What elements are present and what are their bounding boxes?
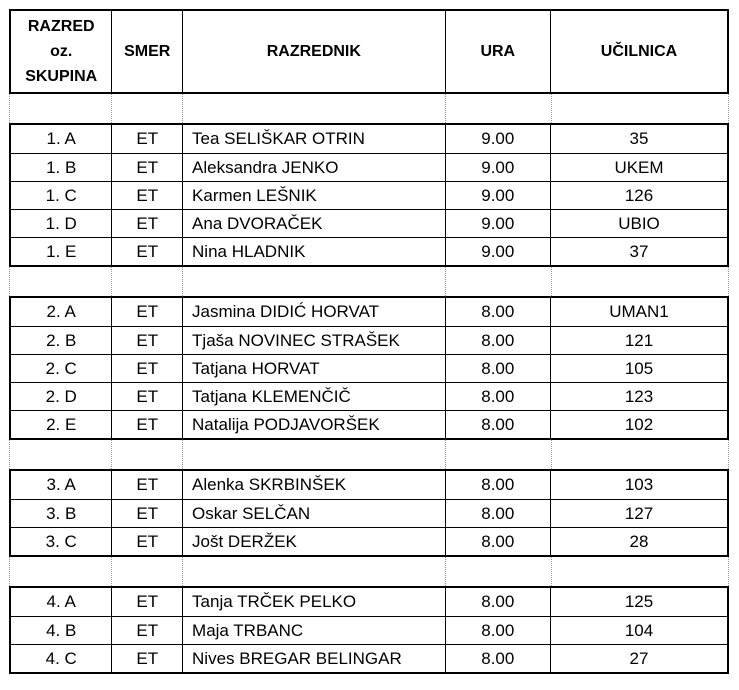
- spacer-cell: [182, 440, 445, 469]
- class-teacher-table: [9, 9, 729, 674]
- razrednik-cell: Tea SELIŠKAR OTRIN: [182, 125, 445, 153]
- ucilnica-cell: 27: [550, 645, 727, 672]
- ura-cell: 9.00: [445, 125, 550, 153]
- razred-cell: 4. B: [46, 620, 77, 640]
- razred-cell: 2. A: [46, 302, 76, 321]
- ura-cell: 8.00: [445, 383, 550, 410]
- razred-cell: 3. C: [45, 531, 77, 551]
- spacer-cell: [111, 94, 182, 123]
- razrednik-cell: Aleksandra JENKO: [182, 154, 445, 181]
- razrednik-cell: Natalija PODJAVORŠEK: [182, 411, 445, 438]
- ura-cell: 8.00: [445, 617, 550, 644]
- table-row: [11, 644, 727, 672]
- smer-cell: ET: [111, 500, 182, 527]
- razrednik-cell: Tatjana HORVAT: [182, 355, 445, 382]
- spacer-cell: [445, 557, 551, 586]
- spacer-cell: [10, 94, 111, 123]
- smer-cell: ET: [111, 298, 182, 326]
- header-razred-line3: SKUPINA: [25, 68, 98, 85]
- ura-cell: 8.00: [445, 645, 550, 672]
- ucilnica-cell: 127: [550, 500, 727, 527]
- ura-cell: 8.00: [445, 411, 550, 438]
- ura-cell: 8.00: [445, 588, 550, 616]
- table-row: [11, 298, 727, 326]
- table-row: [11, 125, 727, 153]
- ura-cell: 8.00: [445, 528, 550, 555]
- spacer-cell: [445, 94, 551, 123]
- razred-cell: 1. B: [46, 157, 77, 177]
- ura-cell: 8.00: [445, 471, 550, 499]
- header-ura: URA: [445, 11, 550, 92]
- smer-cell: ET: [111, 355, 182, 382]
- smer-cell: ET: [111, 645, 182, 672]
- header-razred-line1: RAZRED: [27, 18, 95, 35]
- ura-cell: 9.00: [445, 154, 550, 181]
- spacer-cell: [111, 557, 182, 586]
- table-row: [11, 588, 727, 616]
- table-row: [11, 181, 727, 209]
- smer-cell: ET: [111, 528, 182, 555]
- razred-cell: 3. B: [46, 503, 77, 523]
- spacer-cell: [551, 440, 729, 469]
- ura-cell: 9.00: [445, 238, 550, 265]
- razred-cell: 1. A: [46, 129, 76, 148]
- ucilnica-cell: 125: [550, 588, 727, 616]
- ucilnica-cell: 102: [550, 411, 727, 438]
- table-row: [11, 354, 727, 382]
- table-row: [11, 209, 727, 237]
- ucilnica-cell: 105: [550, 355, 727, 382]
- header-razred: [11, 11, 111, 92]
- razrednik-cell: Nives BREGAR BELINGAR: [182, 645, 445, 672]
- ucilnica-cell: UBIO: [550, 210, 727, 237]
- table-header: [9, 9, 729, 94]
- razrednik-cell: Jasmina DIDIĆ HORVAT: [182, 298, 445, 326]
- spacer-cell: [182, 557, 445, 586]
- group-spacer: [9, 94, 729, 123]
- spacer-cell: [551, 94, 729, 123]
- razred-cell: 1. D: [45, 213, 77, 233]
- razred-cell: 3. A: [46, 475, 76, 494]
- smer-cell: ET: [111, 154, 182, 181]
- smer-cell: ET: [111, 327, 182, 354]
- table-row: [11, 326, 727, 354]
- ucilnica-cell: 37: [550, 238, 727, 265]
- ucilnica-cell: 121: [550, 327, 727, 354]
- table-row: [11, 410, 727, 438]
- spacer-cell: [10, 557, 111, 586]
- razrednik-cell: Tatjana KLEMENČIČ: [182, 383, 445, 410]
- ucilnica-cell: 123: [550, 383, 727, 410]
- ucilnica-cell: 103: [550, 471, 727, 499]
- smer-cell: ET: [111, 411, 182, 438]
- ura-cell: 8.00: [445, 298, 550, 326]
- ura-cell: 9.00: [445, 210, 550, 237]
- header-smer: SMER: [111, 11, 182, 92]
- header-ucilnica: UČILNICA: [550, 11, 727, 92]
- smer-cell: ET: [111, 182, 182, 209]
- spacer-cell: [10, 440, 111, 469]
- table-row: [11, 471, 727, 499]
- smer-cell: ET: [111, 125, 182, 153]
- razred-cell: 1. E: [46, 241, 77, 261]
- smer-cell: ET: [111, 471, 182, 499]
- smer-cell: ET: [111, 383, 182, 410]
- ucilnica-cell: 28: [550, 528, 727, 555]
- table-row: [11, 153, 727, 181]
- spacer-cell: [182, 267, 445, 296]
- razred-cell: 2. D: [45, 386, 77, 406]
- razred-cell: 2. C: [45, 358, 77, 378]
- razrednik-cell: Oskar SELČAN: [182, 500, 445, 527]
- table-row: [11, 499, 727, 527]
- razrednik-cell: Karmen LEŠNIK: [182, 182, 445, 209]
- group-year-1: [9, 123, 729, 267]
- razrednik-cell: Alenka SKRBINŠEK: [182, 471, 445, 499]
- razrednik-cell: Nina HLADNIK: [182, 238, 445, 265]
- table-row: [11, 527, 727, 555]
- razred-cell: 2. E: [46, 414, 77, 434]
- spacer-cell: [445, 440, 551, 469]
- razrednik-cell: Ana DVORAČEK: [182, 210, 445, 237]
- group-spacer: [9, 557, 729, 586]
- razrednik-cell: Jošt DERŽEK: [182, 528, 445, 555]
- spacer-cell: [111, 267, 182, 296]
- spacer-cell: [551, 267, 729, 296]
- smer-cell: ET: [111, 617, 182, 644]
- ucilnica-cell: 104: [550, 617, 727, 644]
- spacer-cell: [111, 440, 182, 469]
- razrednik-cell: Tjaša NOVINEC STRAŠEK: [182, 327, 445, 354]
- spacer-cell: [182, 94, 445, 123]
- ura-cell: 8.00: [445, 500, 550, 527]
- table-row: [11, 382, 727, 410]
- razred-cell: 4. A: [46, 592, 76, 611]
- table-row: [11, 616, 727, 644]
- table-row: [11, 237, 727, 265]
- spacer-cell: [10, 267, 111, 296]
- group-year-4: [9, 586, 729, 674]
- smer-cell: ET: [111, 588, 182, 616]
- ura-cell: 9.00: [445, 182, 550, 209]
- razred-cell: 2. B: [46, 330, 77, 350]
- group-year-2: [9, 296, 729, 440]
- razrednik-cell: Maja TRBANC: [182, 617, 445, 644]
- header-razred-line2: oz.: [50, 43, 73, 60]
- razrednik-cell: Tanja TRČEK PELKO: [182, 588, 445, 616]
- group-spacer: [9, 440, 729, 469]
- spacer-cell: [445, 267, 551, 296]
- razred-cell: 4. C: [45, 648, 77, 668]
- razred-cell: 1. C: [45, 185, 77, 205]
- ucilnica-cell: 35: [550, 125, 727, 153]
- ura-cell: 8.00: [445, 355, 550, 382]
- smer-cell: ET: [111, 238, 182, 265]
- group-year-3: [9, 469, 729, 557]
- ura-cell: 8.00: [445, 327, 550, 354]
- header-razrednik: RAZREDNIK: [182, 11, 445, 92]
- spacer-cell: [551, 557, 729, 586]
- ucilnica-cell: UMAN1: [550, 298, 727, 326]
- ucilnica-cell: 126: [550, 182, 727, 209]
- smer-cell: ET: [111, 210, 182, 237]
- ucilnica-cell: UKEM: [550, 154, 727, 181]
- group-spacer: [9, 267, 729, 296]
